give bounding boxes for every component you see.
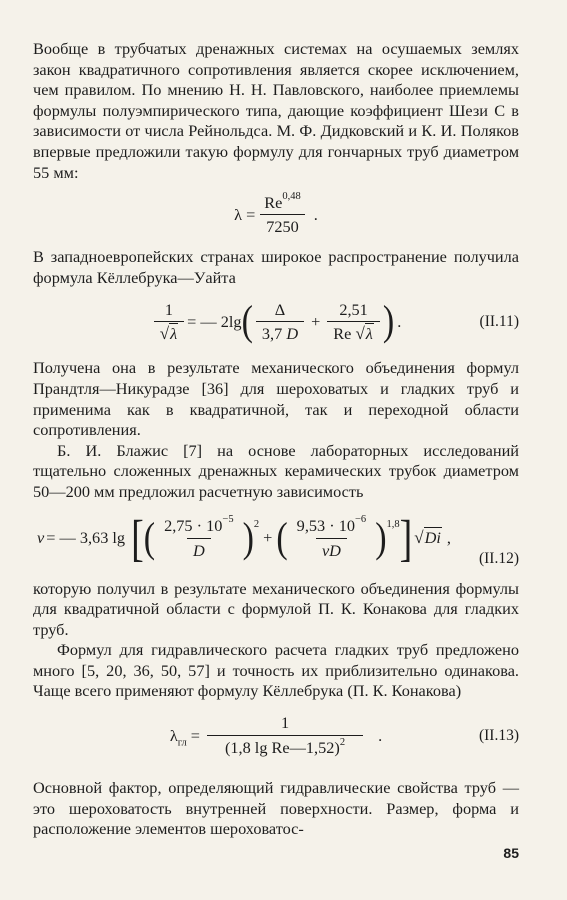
formula3-frac2-exp: −6 <box>355 514 367 526</box>
formula3-paren2-open: ( <box>276 514 288 561</box>
formula3-frac2-den: vD <box>316 538 347 562</box>
formula3-frac1 <box>158 516 240 561</box>
formula3-paren1-open: ( <box>143 514 156 561</box>
formula2-lhs-fraction <box>154 300 184 345</box>
formula3-close-bracket: ] <box>399 510 413 567</box>
formula4-end: . <box>378 725 383 745</box>
paragraph-1: Вообще в трубчатых дренажных системах на осушаемых землях закон квадратичного сопротивления является скорее исключением, чем правилом. По мнению Н. Н. Павловского, наиболее приемлемы формулы полуэмпирического типа, дающие коэффициент Шези C в зависимости от числа Рейнольдса. М. Ф. Дидковский и К. И. Поляков впервые предложили такую формулу для гончарных труб диаметром 55 мм: <box>33 39 519 182</box>
formula2-close-paren: ) <box>382 298 395 345</box>
formula3-frac2-mantissa: 9,53 · 10 <box>296 515 356 535</box>
formula3-frac2-num <box>291 516 373 538</box>
formula1-fraction <box>258 193 306 238</box>
formula3-lhs: v <box>37 528 45 548</box>
formula4-den <box>207 735 363 759</box>
page-number: 85 <box>503 845 519 861</box>
formula2-plus: + <box>311 312 321 332</box>
formula4-lambda: λ <box>169 725 178 745</box>
paragraph-5: которую получил в результате механического объединения формулы для квадратичной области с формулой П. К. Конакова для гладких труб. <box>33 578 519 639</box>
paragraph-7: Основной фактор, определяющий гидравлические свойства труб — это шероховатость внутренней поверхности. Размер, форма и расположение элементов шероховатос- <box>33 778 519 839</box>
formula4-eq: = <box>190 725 200 745</box>
formula2-frac1-var: D <box>286 324 299 344</box>
formula4-num: 1 <box>280 713 290 733</box>
formula3-eq: = — 3,63 lg <box>46 528 126 548</box>
formula2-frac1 <box>256 300 304 345</box>
formula2-lhs-num: 1 <box>164 299 173 319</box>
formula-colebrook-white <box>33 290 519 354</box>
formula4-number: (II.13) <box>478 726 519 744</box>
formula1-lhs: λ = <box>234 204 256 224</box>
formula4-lhs <box>170 726 187 747</box>
formula2-frac1-den <box>256 321 304 345</box>
paragraph-6: Формул для гидравлического расчета гладких труб предложено много [5, 20, 36, 50, 57] и точность их приблизительно одинакова. Чаще всего применяют формулу Кёллебрука (П. К. Конакова) <box>33 640 519 701</box>
formula-lambda-re <box>33 187 519 243</box>
formula4-lambda-sub: гл <box>177 737 187 749</box>
formula4-fraction <box>207 713 363 758</box>
paragraph-3: Получена она в результате механического объединения формул Прандтля—Никурадзе [36] для шероховатых и гладких труб и применима как в квадратичной, так и переходной области сопротивления. <box>33 358 519 440</box>
formula3-end: , <box>446 528 451 548</box>
formula-colebrook-konakov <box>33 706 519 766</box>
formula3-paren2-close: ) <box>375 514 387 561</box>
formula2-root-lambda: λ <box>170 324 178 344</box>
formula2-lhs-den <box>154 321 184 345</box>
formula2-root-symbol: √ <box>159 324 170 344</box>
formula3-number: (II.12) <box>478 549 519 567</box>
formula2-frac1-coef: 3,7 <box>261 324 283 344</box>
formula1-num-base: Re <box>264 192 283 212</box>
formula2-frac2-num: 2,51 <box>339 299 368 319</box>
formula2-number: (II.11) <box>479 313 519 331</box>
formula2-frac1-num: Δ <box>274 299 286 319</box>
formula2-frac2-root-symbol: √ <box>355 324 365 344</box>
formula4-den-exp: 2 <box>339 736 346 748</box>
formula2-end: . <box>397 312 402 332</box>
formula3-frac1-exp: −5 <box>222 514 234 526</box>
formula3-paren1-close: ) <box>242 514 254 561</box>
formula1-num-exp: 0,48 <box>282 191 301 203</box>
formula3-frac1-num <box>158 516 240 538</box>
formula3-root-symbol: √ <box>414 528 424 548</box>
paragraph-2: В западноевропейских странах широкое распространение получила формула Кёллебрука—Уайта <box>33 247 519 287</box>
formula1-denominator: 7250 <box>260 214 305 238</box>
formula3-frac2 <box>291 516 373 561</box>
formula3-open-bracket: [ <box>131 510 144 567</box>
page-content <box>33 39 519 840</box>
formula2-frac2-re: Re <box>333 324 352 344</box>
formula-blazhis: v = — 3,63 lg [ ( $\frac{2,75 \cdot 10^{-5}}{D}$ ) $^2$ + ( $\frac{9,53 \cdot 10^{-6}}{vD}$ ) $^{1,8}$ ] √Di , (II.12) <box>33 509 519 569</box>
formula3-root-arg: Di <box>424 528 441 548</box>
formula1-end: . <box>313 204 318 224</box>
formula3-frac1-den: D <box>187 538 211 562</box>
formula3-frac1-mantissa: 2,75 · 10 <box>164 515 223 535</box>
formula2-open-paren: ( <box>241 298 253 345</box>
formula2-eq: = — 2lg <box>187 312 242 332</box>
formula1-numerator <box>258 193 306 215</box>
formula3-plus: + <box>263 528 273 548</box>
formula4-den-base: (1,8 lg Re—1,52) <box>224 738 340 758</box>
formula3-root <box>414 528 442 549</box>
formula2-frac2 <box>327 300 380 345</box>
paragraph-4: Б. И. Блажис [7] на основе лабораторных исследований тщательно сложенных дренажных керамических трубок диаметром 50—200 мм предложил расчетную зависимость <box>33 440 519 501</box>
formula2-frac2-den <box>327 321 380 345</box>
formula2-frac2-root-lambda: λ <box>365 324 373 344</box>
